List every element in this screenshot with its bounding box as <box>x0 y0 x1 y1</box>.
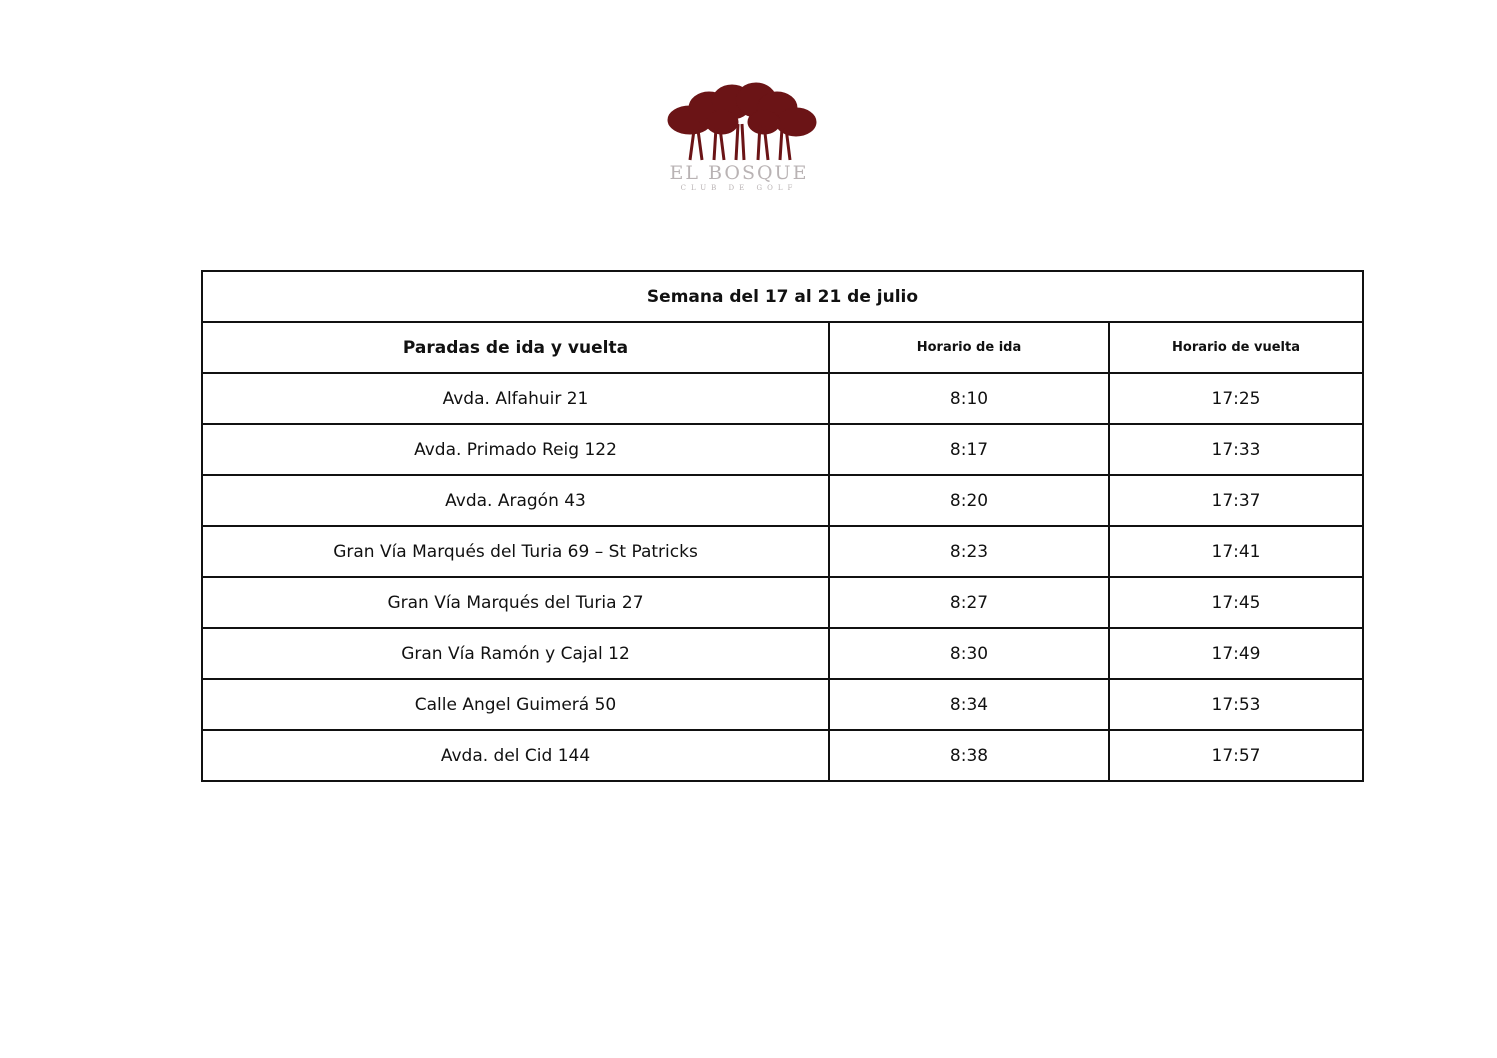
header-vuelta: Horario de vuelta <box>1109 322 1363 373</box>
week-heading: Semana del 17 al 21 de julio <box>202 271 1363 322</box>
stop-cell: Avda. Primado Reig 122 <box>202 424 829 475</box>
vuelta-time-cell: 17:41 <box>1109 526 1363 577</box>
header-stops: Paradas de ida y vuelta <box>202 322 829 373</box>
ida-time-cell: 8:30 <box>829 628 1109 679</box>
table-row <box>202 373 1363 424</box>
bus-schedule-table <box>201 270 1364 782</box>
table-row <box>202 730 1363 781</box>
table-row <box>202 526 1363 577</box>
stop-cell: Avda. del Cid 144 <box>202 730 829 781</box>
column-header-row <box>202 322 1363 373</box>
table-row <box>202 679 1363 730</box>
table-row <box>202 424 1363 475</box>
stop-cell: Gran Vía Marqués del Turia 69 – St Patricks <box>202 526 829 577</box>
club-logo <box>664 80 820 200</box>
ida-time-cell: 8:38 <box>829 730 1109 781</box>
stop-cell: Avda. Aragón 43 <box>202 475 829 526</box>
vuelta-time-cell: 17:25 <box>1109 373 1363 424</box>
ida-time-cell: 8:27 <box>829 577 1109 628</box>
stop-cell: Avda. Alfahuir 21 <box>202 373 829 424</box>
vuelta-time-cell: 17:53 <box>1109 679 1363 730</box>
stop-cell: Gran Vía Marqués del Turia 27 <box>202 577 829 628</box>
week-heading-row <box>202 271 1363 322</box>
logo-subtitle: CLUB DE GOLF <box>680 184 798 192</box>
stop-cell: Gran Vía Ramón y Cajal 12 <box>202 628 829 679</box>
vuelta-time-cell: 17:45 <box>1109 577 1363 628</box>
vuelta-time-cell: 17:49 <box>1109 628 1363 679</box>
header-ida: Horario de ida <box>829 322 1109 373</box>
vuelta-time-cell: 17:33 <box>1109 424 1363 475</box>
vuelta-time-cell: 17:57 <box>1109 730 1363 781</box>
ida-time-cell: 8:34 <box>829 679 1109 730</box>
table-row <box>202 628 1363 679</box>
stop-cell: Calle Angel Guimerá 50 <box>202 679 829 730</box>
vuelta-time-cell: 17:37 <box>1109 475 1363 526</box>
ida-time-cell: 8:20 <box>829 475 1109 526</box>
table-row <box>202 475 1363 526</box>
trees-icon <box>664 80 820 162</box>
ida-time-cell: 8:23 <box>829 526 1109 577</box>
ida-time-cell: 8:17 <box>829 424 1109 475</box>
ida-time-cell: 8:10 <box>829 373 1109 424</box>
logo-title: EL BOSQUE <box>669 162 809 184</box>
table-row <box>202 577 1363 628</box>
